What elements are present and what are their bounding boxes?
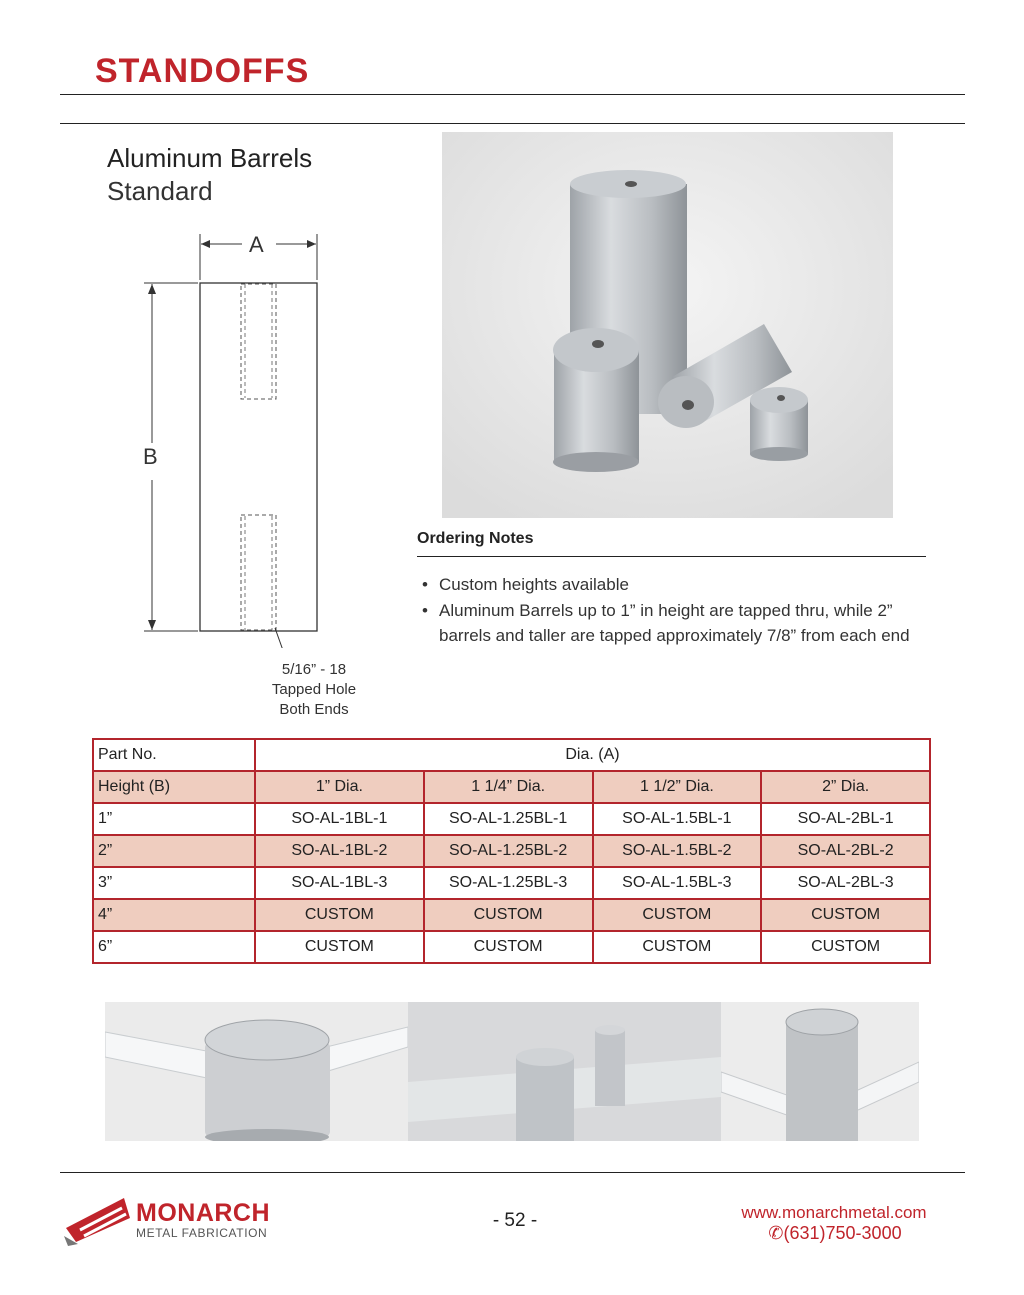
website-link[interactable]: www.monarchmetal.com: [741, 1203, 927, 1222]
barrel-diagram: [130, 228, 340, 648]
table-cell: SO-AL-1.25BL-3: [424, 867, 593, 899]
list-item: • Aluminum Barrels up to 1” in height are tapped thru, while 2” barrels and taller are tapped approximately 7/8” from each end: [417, 598, 924, 649]
application-photo-3: [721, 1002, 919, 1141]
page-number: - 52 -: [492, 1210, 538, 1231]
part-no-header: Part No.: [93, 739, 255, 771]
table-cell: SO-AL-1BL-1: [255, 803, 424, 835]
table-cell: SO-AL-2BL-3: [761, 867, 930, 899]
row-height: 3”: [93, 867, 255, 899]
table-cell: CUSTOM: [593, 931, 762, 963]
page-title: STANDOFFS: [95, 52, 310, 90]
table-row: [93, 803, 930, 835]
column-header: 1 1/2” Dia.: [593, 771, 762, 803]
table-cell: CUSTOM: [761, 899, 930, 931]
header-divider: [60, 94, 965, 95]
tapped-hole-note: 5/16” - 18 Tapped Hole Both Ends: [271, 661, 357, 718]
table-cell: CUSTOM: [255, 931, 424, 963]
height-header: Height (B): [93, 771, 255, 803]
dia-header: Dia. (A): [255, 739, 930, 771]
section-divider: [60, 123, 965, 124]
table-subheader-row: [93, 771, 930, 803]
table-cell: CUSTOM: [424, 899, 593, 931]
table-cell: SO-AL-1.25BL-1: [424, 803, 593, 835]
table-cell: SO-AL-1BL-2: [255, 835, 424, 867]
phone-number[interactable]: ✆(631)750-3000: [768, 1223, 902, 1243]
table-cell: CUSTOM: [761, 931, 930, 963]
table-cell: CUSTOM: [255, 899, 424, 931]
product-variant: Standard: [107, 176, 213, 206]
phone-icon: ✆: [768, 1223, 784, 1243]
table-cell: SO-AL-1.5BL-3: [593, 867, 762, 899]
brand-name: MONARCH: [136, 1199, 271, 1227]
list-item: • Custom heights available: [417, 572, 937, 598]
product-photo: [442, 132, 893, 518]
table-cell: SO-AL-1.25BL-2: [424, 835, 593, 867]
table-cell: SO-AL-1.5BL-2: [593, 835, 762, 867]
brand-subtitle: METAL FABRICATION: [136, 1226, 268, 1240]
footer-divider: [60, 1172, 965, 1173]
table-row: [93, 931, 930, 963]
column-header: 2” Dia.: [761, 771, 930, 803]
table-row: [93, 899, 930, 931]
table-row: [93, 835, 930, 867]
table-header-row: [93, 739, 930, 771]
dimension-b-label: B: [143, 444, 158, 469]
row-height: 4”: [93, 899, 255, 931]
parts-table: [92, 738, 931, 964]
table-cell: SO-AL-1BL-3: [255, 867, 424, 899]
table-cell: CUSTOM: [593, 899, 762, 931]
table-cell: SO-AL-1.5BL-1: [593, 803, 762, 835]
notes-divider: [417, 556, 926, 557]
column-header: 1” Dia.: [255, 771, 424, 803]
ordering-notes-title: Ordering Notes: [417, 530, 534, 547]
table-row: [93, 867, 930, 899]
monarch-logo-icon: [64, 1192, 134, 1248]
table-cell: SO-AL-2BL-1: [761, 803, 930, 835]
column-header: 1 1/4” Dia.: [424, 771, 593, 803]
row-height: 2”: [93, 835, 255, 867]
table-cell: SO-AL-2BL-2: [761, 835, 930, 867]
ordering-notes-list: [417, 572, 937, 649]
application-photo-1: [105, 1002, 408, 1141]
row-height: 1”: [93, 803, 255, 835]
dimension-a-label: A: [249, 232, 264, 257]
application-photo-2: [408, 1002, 721, 1141]
table-cell: CUSTOM: [424, 931, 593, 963]
product-name: Aluminum Barrels: [107, 143, 313, 173]
row-height: 6”: [93, 931, 255, 963]
